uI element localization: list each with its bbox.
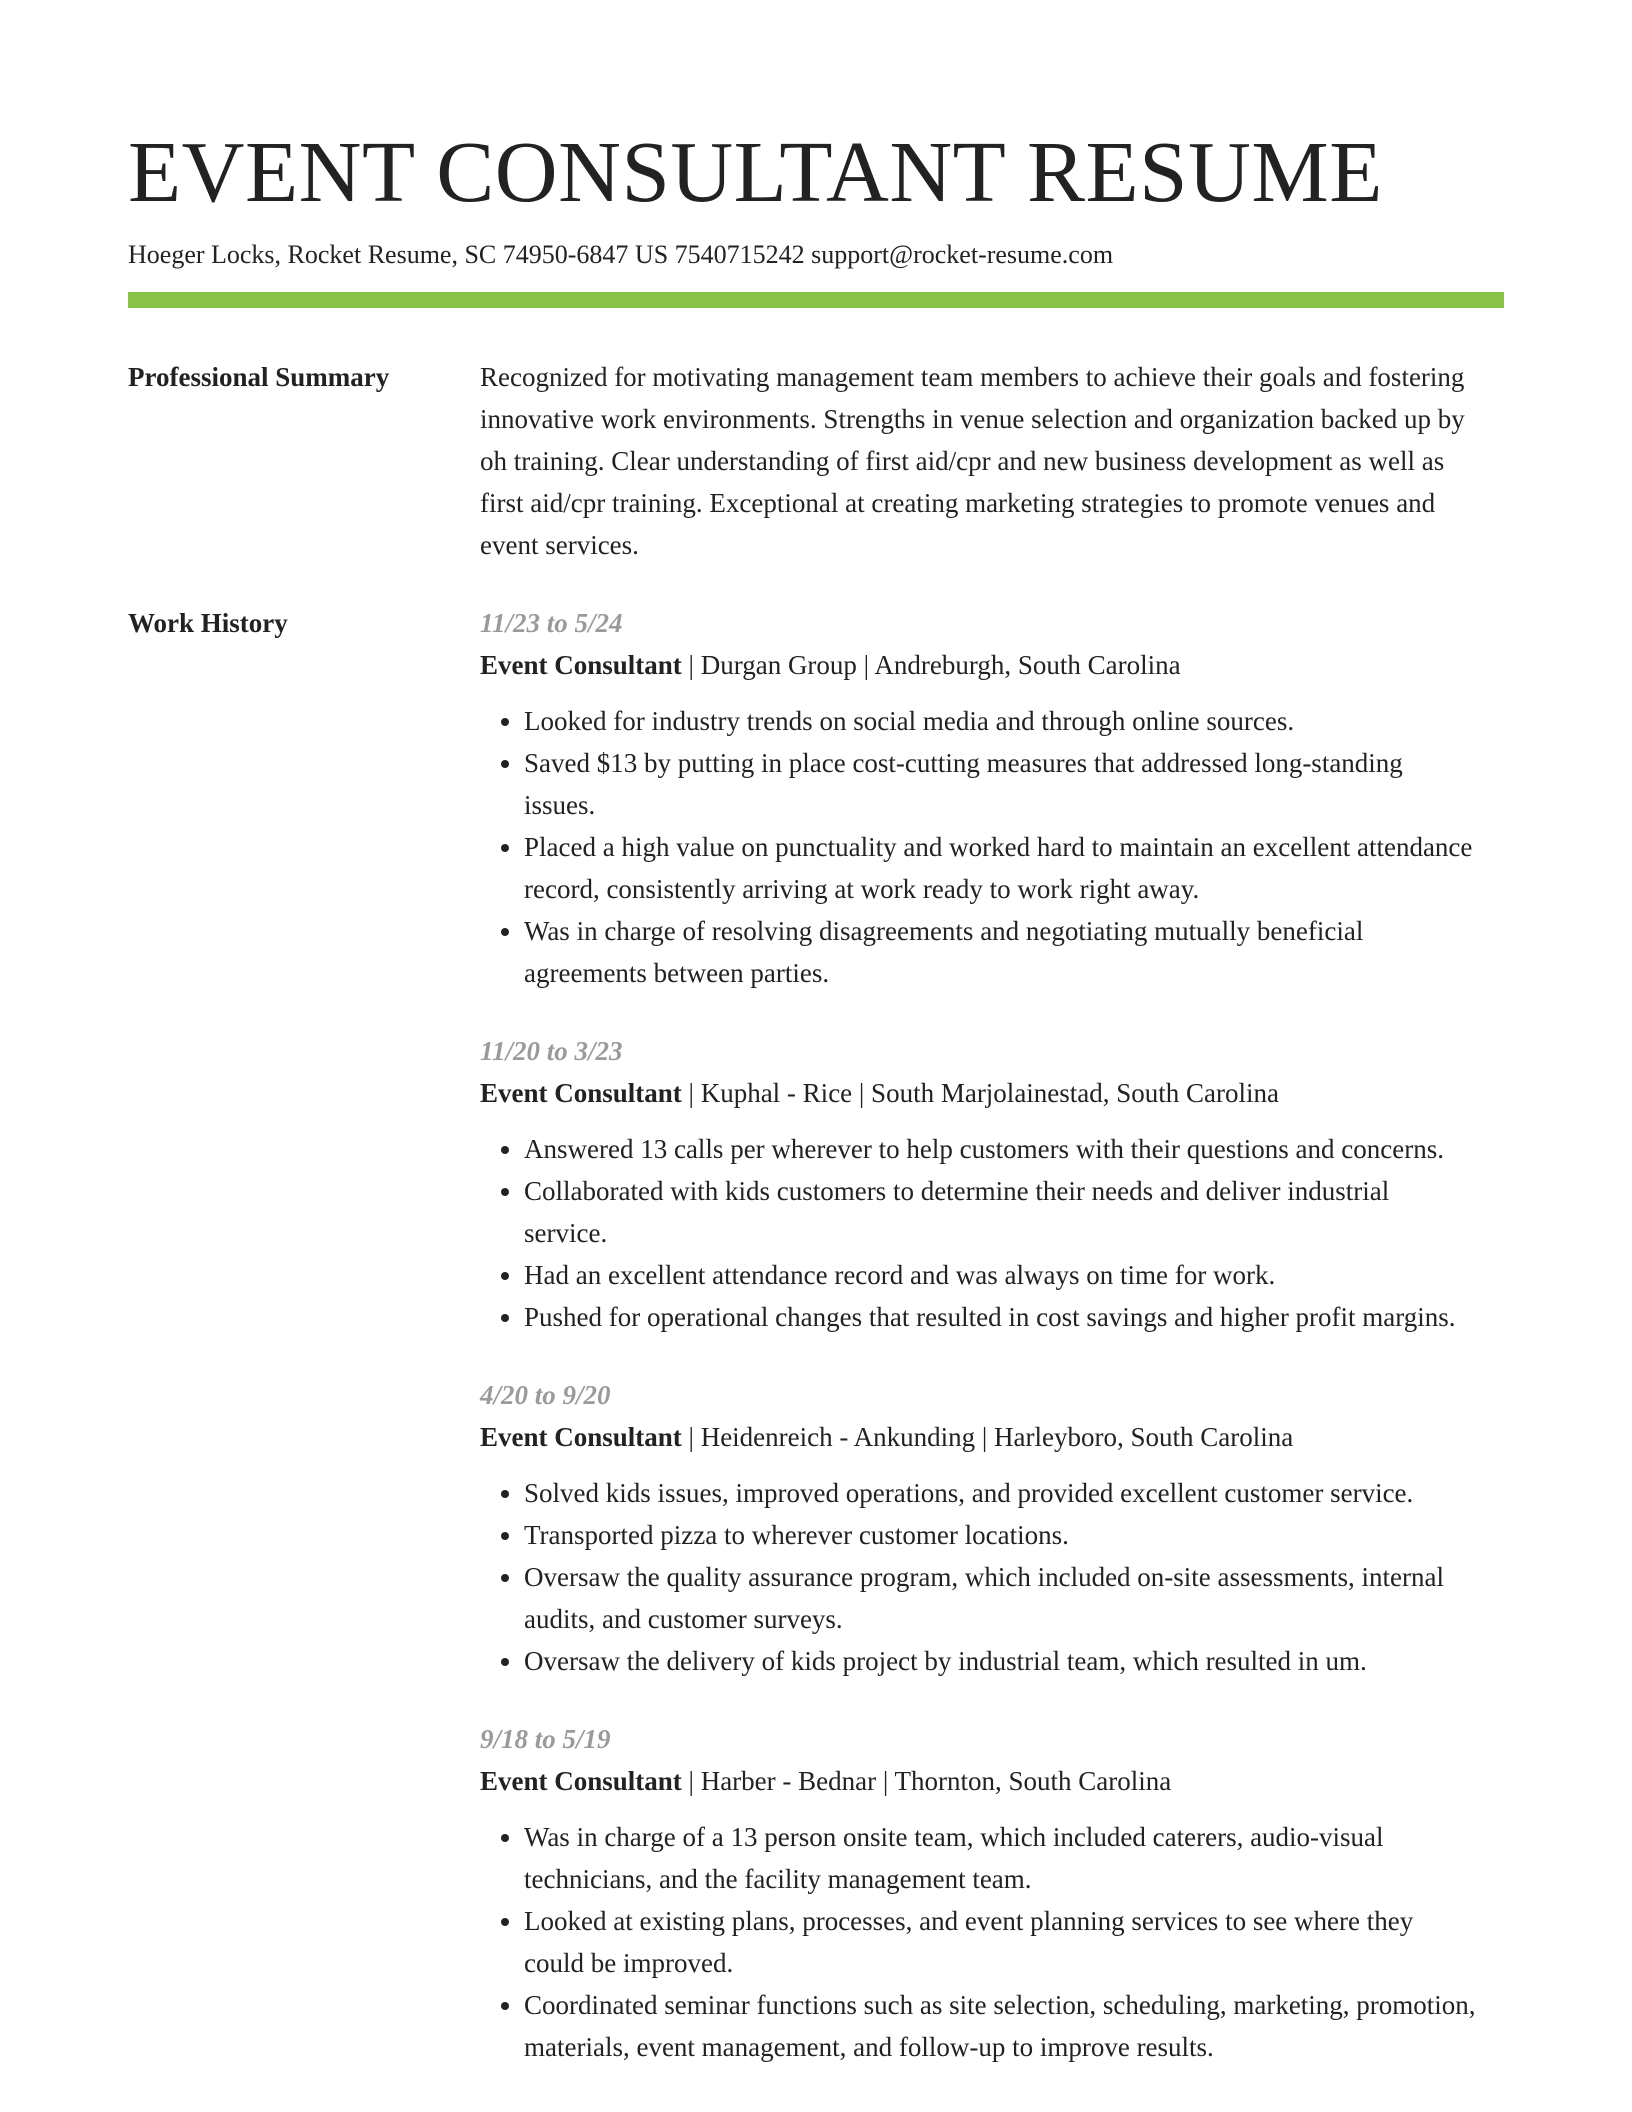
summary-section: [128, 356, 1499, 566]
job-title: Event Consultant: [480, 1766, 682, 1796]
job-bullet: • Oversaw the delivery of kids project by industrial team, which resulted in um.: [524, 1640, 1499, 1682]
job-employer-location: | Heidenreich - Ankunding | Harleyboro, South Carolina: [681, 1422, 1294, 1452]
job-bullet: • Solved kids issues, improved operations, and provided excellent customer service.: [524, 1472, 1499, 1514]
job-dates: 11/23 to 5/24: [480, 608, 623, 638]
job-bullet: • Pushed for operational changes that resulted in cost savings and higher profit margins.: [524, 1296, 1499, 1338]
job-bullet: • Looked at existing plans, processes, and event planning services to see where they could be improved.: [524, 1900, 1499, 1984]
job-heading: [480, 1760, 1499, 1802]
work-history-section: [128, 602, 1499, 2104]
job-employer-location: | Harber - Bednar | Thornton, South Carolina: [681, 1766, 1172, 1796]
work-history-heading: Work History: [128, 608, 288, 638]
job-bullet-list: [480, 700, 1499, 994]
job-title: Event Consultant: [480, 650, 682, 680]
job-heading: [480, 644, 1499, 686]
job-bullet: • Transported pizza to wherever customer locations.: [524, 1514, 1499, 1556]
summary-heading: Professional Summary: [128, 362, 390, 392]
job-dates: 11/20 to 3/23: [480, 1036, 623, 1066]
job-bullet: • Saved $13 by putting in place cost-cutting measures that addressed long-standing issues.: [524, 742, 1499, 826]
job-dates: 4/20 to 9/20: [480, 1380, 611, 1410]
summary-body: [480, 356, 1499, 566]
header-divider: [128, 292, 1504, 308]
job-bullet: • Collaborated with kids customers to determine their needs and deliver industrial service.: [524, 1170, 1499, 1254]
job-bullet: • Placed a high value on punctuality and worked hard to maintain an excellent attendance record, consistently arriving at work ready to work right away.: [524, 826, 1499, 910]
job-bullet: • Coordinated seminar functions such as site selection, scheduling, marketing, promotion, materials, event management, and follow-up to improve results.: [524, 1984, 1499, 2068]
job-dates: 9/18 to 5/19: [480, 1724, 611, 1754]
job-bullet: • Answered 13 calls per wherever to help customers with their questions and concerns.: [524, 1128, 1499, 1170]
resume-title: EVENT CONSULTANT RESUME: [128, 123, 1383, 220]
job-heading: [480, 1072, 1499, 1114]
job-bullet: • Oversaw the quality assurance program, which included on-site assessments, internal audits, and customer surveys.: [524, 1556, 1499, 1640]
job-entry: [480, 602, 1499, 994]
summary-text: Recognized for motivating management team members to achieve their goals and fostering innovative work environments. Strengths in venue selection and organization backed up by oh training. Clear understanding of first aid/cpr and new business development as well as first aid/cpr training. Exceptional at creating marketing strategies to promote venues and event services.: [480, 362, 1465, 560]
job-bullet: • Looked for industry trends on social media and through online sources.: [524, 700, 1499, 742]
job-bullet-list: [480, 1472, 1499, 1682]
job-heading: [480, 1416, 1499, 1458]
job-entry: [480, 1374, 1499, 1682]
contact-info: Hoeger Locks, Rocket Resume, SC 74950-6847 US 7540715242 support@rocket-resume.com: [128, 240, 1114, 269]
job-entry: [480, 1718, 1499, 2068]
job-employer-location: | Durgan Group | Andreburgh, South Carolina: [681, 650, 1181, 680]
job-employer-location: | Kuphal - Rice | South Marjolainestad, South Carolina: [681, 1078, 1280, 1108]
job-list: [480, 602, 1499, 2104]
job-title: Event Consultant: [480, 1422, 682, 1452]
job-bullet-list: [480, 1128, 1499, 1338]
job-title: Event Consultant: [480, 1078, 682, 1108]
job-entry: [480, 1030, 1499, 1338]
job-bullet-list: [480, 1816, 1499, 2068]
job-bullet: • Was in charge of a 13 person onsite team, which included caterers, audio-visual technicians, and the facility management team.: [524, 1816, 1499, 1900]
job-bullet: • Had an excellent attendance record and was always on time for work.: [524, 1254, 1499, 1296]
job-bullet: • Was in charge of resolving disagreements and negotiating mutually beneficial agreements between parties.: [524, 910, 1499, 994]
